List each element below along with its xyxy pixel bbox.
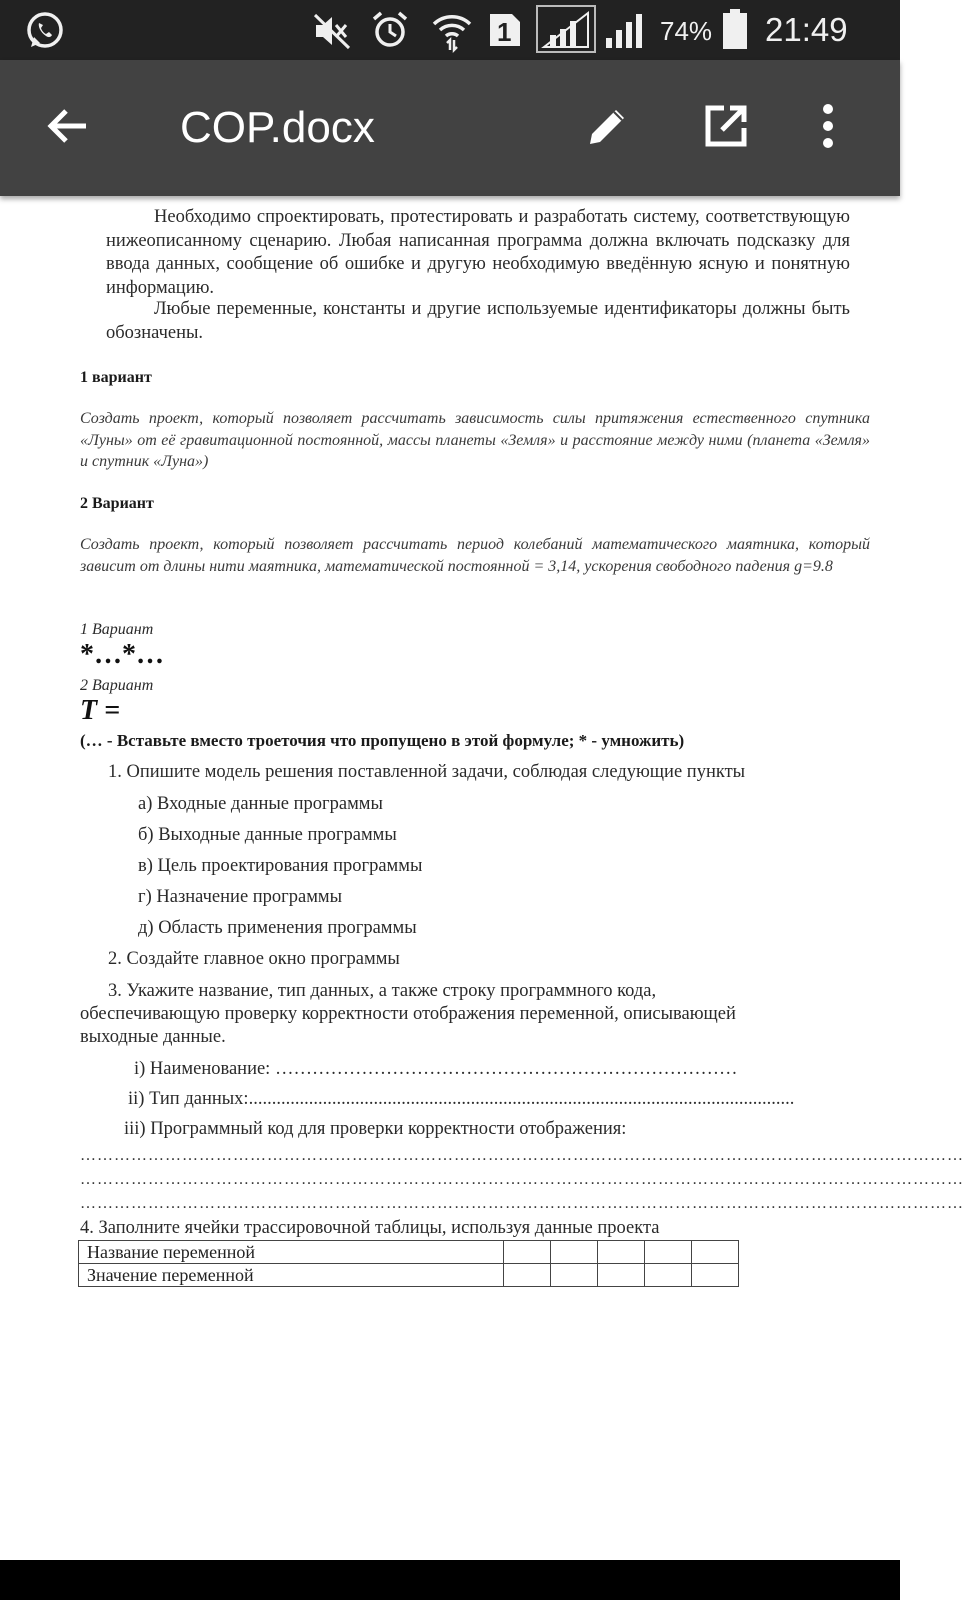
back-arrow-icon xyxy=(46,104,90,153)
formula1-label: 1 Вариант xyxy=(80,621,154,638)
variant1-description: Создать проект, который позволяет рассчитать зависимость силы притяжения естественного спутника «Луны» от её гравитационной постоянной, массы планеты «Земля» и расстояние между ними (планета «Земля» и спутник «Луна») xyxy=(80,410,870,470)
formula2: T = xyxy=(80,695,121,726)
more-vert-icon xyxy=(820,103,836,154)
intro-paragraph-identifiers: Любые переменные, константы и другие используемые идентификаторы должны быть обозначены. xyxy=(106,299,850,343)
table-cell-label: Название переменной xyxy=(79,1241,504,1264)
variant2-heading: 2 Вариант xyxy=(80,495,154,512)
answer-dots-line: ………………………………………………………………………………………………………………………………………… xyxy=(80,1171,964,1188)
task1-item: а) Входные данные программы xyxy=(138,794,383,814)
formula-note: (… - Вставьте вместо троеточия что пропущено в этой формуле; * - умножить) xyxy=(80,731,685,750)
more-options-button[interactable] xyxy=(800,100,856,156)
signal-icon xyxy=(604,10,650,55)
table-cell-empty[interactable] xyxy=(645,1241,692,1264)
table-cell-empty[interactable] xyxy=(504,1241,551,1264)
back-button[interactable] xyxy=(40,100,96,156)
open-external-button[interactable] xyxy=(698,100,754,156)
task1-item: г) Назначение программы xyxy=(138,887,343,907)
table-cell-label: Значение переменной xyxy=(79,1264,504,1287)
battery-icon xyxy=(722,8,748,55)
document-title: COP.docx xyxy=(180,103,375,152)
task3-line: 3. Укажите название, тип данных, а также строку программного кода, xyxy=(108,981,657,1001)
table-cell-empty[interactable] xyxy=(598,1241,645,1264)
whatsapp-icon xyxy=(24,10,66,57)
task1-item: в) Цель проектирования программы xyxy=(138,856,423,876)
table-cell-empty[interactable] xyxy=(598,1264,645,1287)
open-external-icon xyxy=(702,102,750,155)
task3-line: выходные данные. xyxy=(80,1027,226,1047)
trace-table xyxy=(78,1240,739,1287)
navigation-bar xyxy=(0,1560,900,1600)
wifi-icon xyxy=(430,10,474,57)
sub-item-name: i) Наименование: ………………………………………………………………… xyxy=(134,1059,738,1079)
formula2-label: 2 Вариант xyxy=(80,677,154,694)
mute-icon xyxy=(312,12,352,55)
task2-text: 2. Создайте главное окно программы xyxy=(108,949,400,969)
table-cell-empty[interactable] xyxy=(692,1241,739,1264)
task4-text: 4. Заполните ячейки трассировочной таблицы, используя данные проекта xyxy=(80,1218,660,1238)
clock-time: 21:49 xyxy=(765,11,848,48)
answer-dots-line: ………………………………………………………………………………………………………………………………………… xyxy=(80,1195,964,1212)
task1-item: б) Выходные данные программы xyxy=(138,825,397,845)
edit-pencil-icon xyxy=(584,102,632,155)
table-row xyxy=(79,1264,739,1287)
task3-line: обеспечивающую проверку корректности отображения переменной, описывающей xyxy=(80,1004,736,1024)
document-page[interactable] xyxy=(0,200,964,1560)
intro-paragraph: Необходимо спроектировать, протестировать и разработать систему, соответствующую нижеописанному сценарию. Любая написанная программа должна включать подсказку для ввода данных, сообщение об ошибке и другую необходимую введённую ясную и понятную информацию. xyxy=(106,207,850,298)
variant1-heading: 1 вариант xyxy=(80,369,152,386)
formula1: *…*… xyxy=(80,639,164,670)
app-bar xyxy=(0,60,900,196)
alarm-icon xyxy=(370,10,410,55)
variant2-description: Создать проект, который позволяет рассчитать период колебаний математического маятника, который зависит от длины нити маятника, математической постоянной = 3,14, ускорения свободного падения g=9.8 xyxy=(80,536,870,575)
battery-percent: 74% xyxy=(660,16,713,46)
sim-number: 1 xyxy=(497,17,512,47)
signal-icon xyxy=(536,5,596,58)
table-cell-empty[interactable] xyxy=(692,1264,739,1287)
task1-item: д) Область применения программы xyxy=(138,918,417,938)
table-cell-empty[interactable] xyxy=(551,1241,598,1264)
sub-item-code: iii) Программный код для проверки корректности отображения: xyxy=(124,1119,627,1139)
sub-item-type: ii) Тип данных:...................................................................................................................... xyxy=(128,1089,795,1109)
status-bar xyxy=(0,0,900,60)
table-cell-empty[interactable] xyxy=(551,1264,598,1287)
edit-button[interactable] xyxy=(580,100,636,156)
table-row xyxy=(79,1241,739,1264)
table-cell-empty[interactable] xyxy=(504,1264,551,1287)
table-cell-empty[interactable] xyxy=(645,1264,692,1287)
task1-text: 1. Опишите модель решения поставленной задачи, соблюдая следующие пункты xyxy=(108,762,746,782)
answer-dots-line: ………………………………………………………………………………………………………………………………………… xyxy=(80,1147,964,1164)
